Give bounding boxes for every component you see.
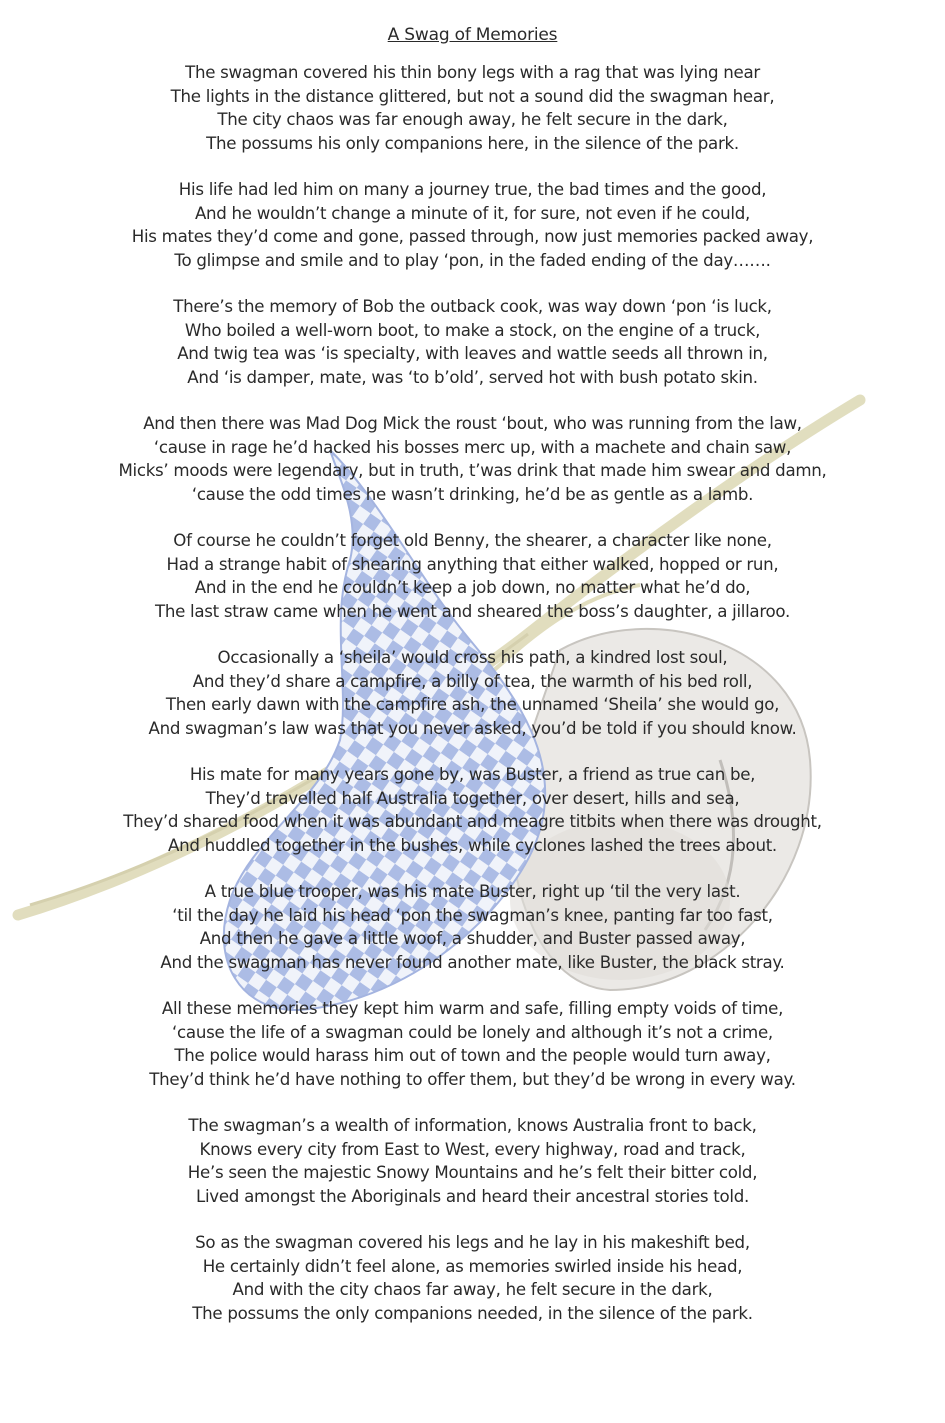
poem-body: [0, 62, 945, 1326]
stanza: [0, 764, 945, 858]
stanza: [0, 1232, 945, 1326]
poem-line: ‘cause in rage he’d hacked his bosses merc up, with a machete and chain saw,: [153, 437, 792, 458]
poem-line: Then early dawn with the campfire ash, the unnamed ‘Sheila’ she would go,: [165, 695, 780, 715]
poem-line: They’d shared food when it was abundant and meagre titbits when there was drought,: [123, 812, 822, 832]
poem-line: Lived amongst the Aboriginals and heard their ancestral stories told.: [195, 1186, 749, 1207]
stanza: [0, 296, 945, 390]
stanza: [0, 413, 945, 507]
poem-line: Knows every city from East to West, every highway, road and track,: [199, 1139, 746, 1160]
poem-line: And in the end he couldn’t keep a job down, no matter what he’d do,: [194, 578, 751, 598]
stanza: [0, 998, 945, 1092]
stanza: [0, 530, 945, 624]
poem-line: His life had led him on many a journey true, the bad times and the good,: [178, 180, 767, 200]
poem-line: And ‘is damper, mate, was ‘to b’old’, served hot with bush potato skin.: [187, 367, 758, 388]
poem-line: And then there was Mad Dog Mick the roust ‘bout, who was running from the law,: [143, 414, 802, 434]
poem-line: And then he gave a little woof, a shudder, and Buster passed away,: [199, 929, 746, 949]
poem-line: The possums his only companions here, in the silence of the park.: [206, 133, 739, 154]
poem-line: They’d think he’d have nothing to offer them, but they’d be wrong in every way.: [149, 1069, 796, 1090]
poem-line: ‘cause the odd times he wasn’t drinking, he’d be as gentle as a lamb.: [191, 484, 754, 505]
poem-line: Who boiled a well-worn boot, to make a stock, on the engine of a truck,: [184, 320, 761, 341]
poem-line: He certainly didn’t feel alone, as memories swirled inside his head,: [202, 1256, 743, 1277]
poem-line: ‘cause the life of a swagman could be lonely and although it’s not a crime,: [172, 1022, 773, 1043]
poem-line: And huddled together in the bushes, while cyclones lashed the trees about.: [168, 835, 777, 856]
poem-line: Of course he couldn’t forget old Benny, the shearer, a character like none,: [173, 531, 772, 551]
stanza: [0, 62, 945, 156]
poem-line: And swagman’s law was that you never asked, you’d be told if you should know.: [148, 718, 797, 739]
poem-line: The lights in the distance glittered, but not a sound did the swagman hear,: [170, 86, 775, 107]
stanza: [0, 647, 945, 741]
poem-line: And they’d share a campfire, a billy of tea, the warmth of his bed roll,: [192, 671, 753, 692]
poem-line: Occasionally a ‘sheila’ would cross his path, a kindred lost soul,: [217, 648, 728, 668]
stanza: [0, 179, 945, 273]
poem-line: And twig tea was ‘is specialty, with leaves and wattle seeds all thrown in,: [177, 344, 768, 364]
poem-line: He’s seen the majestic Snowy Mountains and he’s felt their bitter cold,: [187, 1163, 758, 1183]
poem-line: And with the city chaos far away, he felt secure in the dark,: [232, 1280, 713, 1300]
poem-line: The possums the only companions needed, in the silence of the park.: [192, 1303, 753, 1324]
poem-line: Micks’ moods were legendary, but in truth, t’was drink that made him swear and damn,: [118, 461, 827, 481]
poem-line: ‘til the day he laid his head ‘pon the swagman’s knee, panting far too fast,: [172, 905, 773, 926]
poem-line: His mate for many years gone by, was Buster, a friend as true can be,: [189, 765, 756, 785]
poem-line: To glimpse and smile and to play ‘pon, in the faded ending of the day…….: [174, 250, 771, 271]
stanza: [0, 1115, 945, 1209]
poem-line: Had a strange habit of shearing anything that either walked, hopped or run,: [166, 554, 779, 575]
poem-line: A true blue trooper, was his mate Buster, right up ‘til the very last.: [204, 882, 741, 902]
poem-title: A Swag of Memories: [387, 25, 558, 45]
poem-line: There’s the memory of Bob the outback cook, was way down ‘pon ‘is luck,: [173, 297, 772, 317]
poem-line: The police would harass him out of town and the people would turn away,: [174, 1046, 771, 1066]
poem-line: All these memories they kept him warm and safe, filling empty voids of time,: [161, 999, 784, 1019]
stanza: [0, 881, 945, 975]
poem-line: The swagman covered his thin bony legs with a rag that was lying near: [185, 63, 760, 83]
poem-line: And the swagman has never found another mate, like Buster, the black stray.: [160, 952, 785, 973]
poem-line: His mates they’d come and gone, passed through, now just memories packed away,: [131, 227, 814, 247]
poem-line: They’d travelled half Australia together, over desert, hills and sea,: [205, 788, 740, 809]
poem-line: The city chaos was far enough away, he felt secure in the dark,: [217, 110, 728, 130]
poem-line: So as the swagman covered his legs and he lay in his makeshift bed,: [195, 1233, 750, 1253]
poem: [0, 22, 945, 1349]
poem-line: And he wouldn’t change a minute of it, for sure, not even if he could,: [194, 203, 751, 224]
poem-line: The swagman’s a wealth of information, knows Australia front to back,: [188, 1116, 757, 1136]
poem-line: The last straw came when he went and sheared the boss’s daughter, a jillaroo.: [154, 601, 790, 622]
